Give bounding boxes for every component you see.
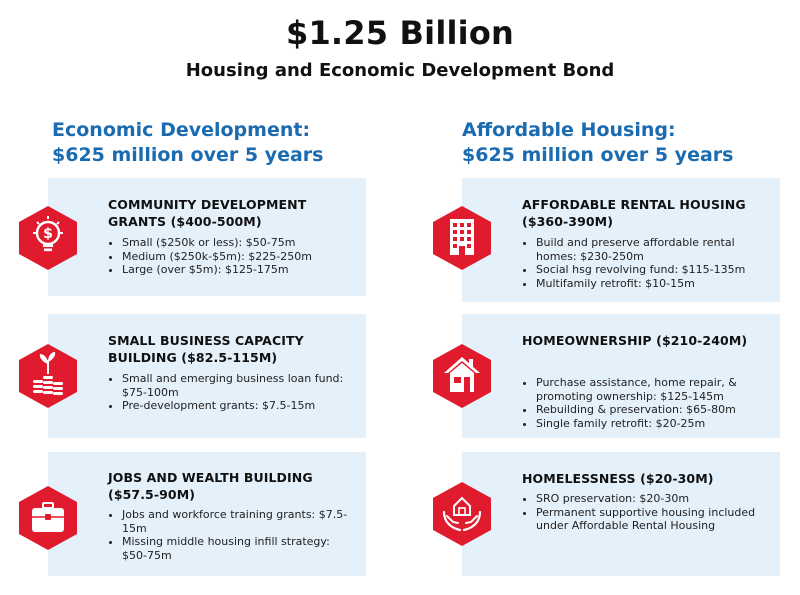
heading-line-1: Affordable Housing: xyxy=(462,119,676,141)
card-bullets xyxy=(108,508,358,562)
card-title: JOBS AND WEALTH BUILDING ($57.5-90M) xyxy=(108,470,313,502)
bullet: • Permanent supportive housing included under Affordable Rental Housing xyxy=(536,506,772,533)
page-subtitle: Housing and Economic Development Bond xyxy=(185,60,615,81)
card-homelessness xyxy=(462,452,780,576)
bullet: • Small ($250k or less): $50-75m xyxy=(122,236,358,250)
heading-line-2: $625 million over 5 years xyxy=(52,144,324,166)
card-bullets xyxy=(522,492,772,533)
economic-development-heading xyxy=(52,118,392,168)
card-affordable-rental-housing xyxy=(462,178,780,302)
bullet: • Purchase assistance, home repair, & promoting ownership: $125-145m xyxy=(536,376,772,403)
card-title: HOMEOWNERSHIP ($210-240M) xyxy=(522,333,748,348)
bullet: • Missing middle housing infill strategy: $50-75m xyxy=(122,535,358,562)
bullet: • SRO preservation: $20-30m xyxy=(536,492,772,506)
card-bullets xyxy=(522,376,772,430)
briefcase-icon xyxy=(19,486,77,550)
bullet: • Small and emerging business loan fund: $75-100m xyxy=(122,372,358,399)
card-bullets xyxy=(108,236,358,277)
bullet: • Build and preserve affordable rental homes: $230-250m xyxy=(536,236,772,263)
card-title: HOMELESSNESS ($20-30M) xyxy=(522,471,714,486)
coins-sprout-icon xyxy=(19,344,77,408)
page-title: $1.25 Billion xyxy=(286,14,514,52)
hands-house-icon xyxy=(433,482,491,546)
card-bullets xyxy=(522,236,772,290)
card-bullets xyxy=(108,372,358,413)
card-community-development-grants xyxy=(48,178,366,296)
svg-text:$: $ xyxy=(43,226,53,242)
heading-line-1: Economic Development: xyxy=(52,119,311,141)
heading-line-2: $625 million over 5 years xyxy=(462,144,734,166)
affordable-housing-heading xyxy=(462,118,800,168)
card-title: AFFORDABLE RENTAL HOUSING ($360-390M) xyxy=(522,197,746,229)
bullet: • Multifamily retrofit: $10-15m xyxy=(536,277,772,291)
apartment-building-icon xyxy=(433,206,491,270)
bullet: • Pre-development grants: $7.5-15m xyxy=(122,399,358,413)
card-jobs-wealth-building xyxy=(48,452,366,576)
house-icon xyxy=(433,344,491,408)
bullet: • Rebuilding & preservation: $65-80m xyxy=(536,403,772,417)
card-title: SMALL BUSINESS CAPACITY BUILDING ($82.5-115M) xyxy=(108,333,304,365)
card-title: COMMUNITY DEVELOPMENT GRANTS ($400-500M) xyxy=(108,197,307,229)
card-small-business-capacity xyxy=(48,314,366,438)
bullet: • Jobs and workforce training grants: $7.5-15m xyxy=(122,508,358,535)
bullet: • Social hsg revolving fund: $115-135m xyxy=(536,263,772,277)
bullet: • Single family retrofit: $20-25m xyxy=(536,417,772,431)
card-homeownership xyxy=(462,314,780,438)
bullet: • Medium ($250k-$5m): $225-250m xyxy=(122,250,358,264)
bullet: • Large (over $5m): $125-175m xyxy=(122,263,358,277)
lightbulb-dollar-icon xyxy=(19,206,77,270)
